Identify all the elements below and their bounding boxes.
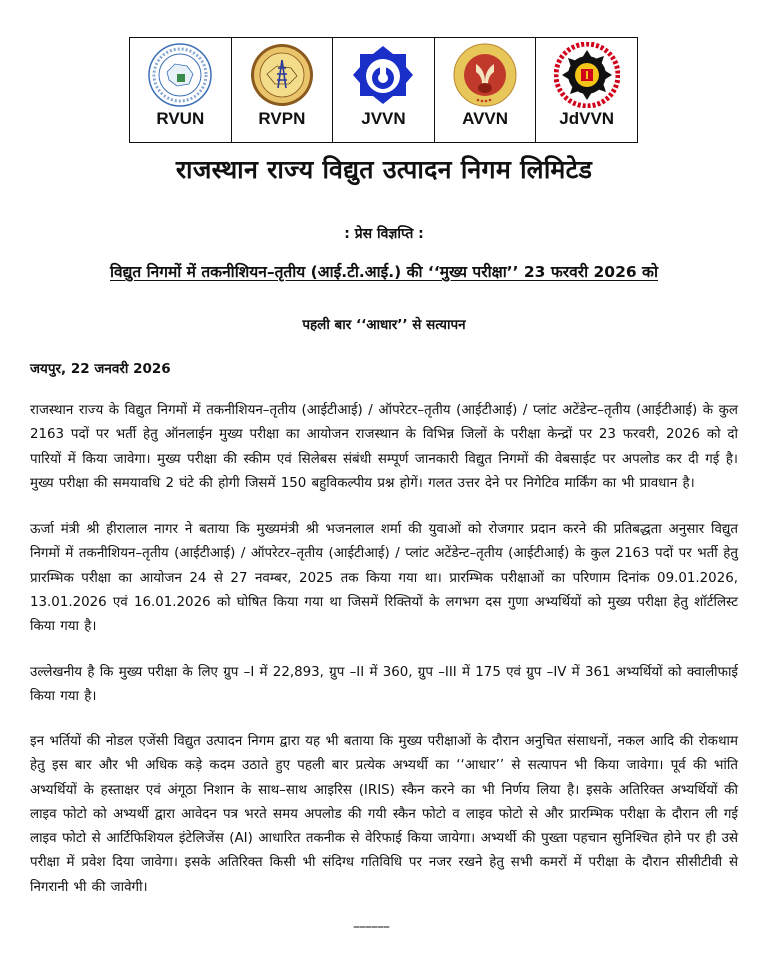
logo-rvun <box>130 38 232 142</box>
logo-label-rvun: RVUN <box>156 109 205 128</box>
organization-title: राजस्थान राज्य विद्युत उत्पादन निगम लिमिटेड <box>175 155 593 184</box>
logo-label-rvpn: RVPN <box>258 109 306 128</box>
end-mark: –––––– <box>353 919 389 935</box>
logo-label-jvvn: JVVN <box>361 109 406 128</box>
headline: विद्युत निगमों में तकनीशियन–तृतीय (आई.टी.आई.) की ‘‘मुख्य परीक्षा’’ 23 फरवरी 2026 को <box>110 263 658 281</box>
dateline: जयपुर, 22 जनवरी 2026 <box>30 361 171 377</box>
paragraph-1: राजस्थान राज्य के विद्युत निगमों में तकनीशियन–तृतीय (आईटीआई) / ऑपरेटर–तृतीय (आईटीआई) / प्लांट अटेंडेन्ट–तृतीय (आईटीआई) के कुल 2163 पदों पर भर्ती हेतु ऑनलाईन मुख्य परीक्षा का आयोजन राजस्थान के विभिन्न जिलों के परीक्षा केन्द्रों पर 23 फरवरी, 2026 को दो पारियों में किया जावेगा। मुख्य परीक्षा की स्कीम एवं सिलेबस संबंधी सम्पूर्ण जानकारी विद्युत निगमों की वेबसाईट पर अपलोड कर दी गई है। मुख्य परीक्षा की समयावधि 2 घंटे की होगी जिसमें 150 बहुविकल्पीय प्रश्न होगें। गलत उत्तर देने पर निगेटिव मार्किंग का भी प्रावधान है। <box>30 403 738 491</box>
paragraph-3: उल्लेखनीय है कि मुख्य परीक्षा के लिए ग्रुप –I में 22,893, ग्रुप –II में 360, ग्रुप –III में 175 एवं ग्रुप –IV में 361 अभ्यर्थियों को क्वालीफाई किया गया है। <box>30 665 738 705</box>
logo-strip <box>129 37 638 143</box>
jdvvn-gear-icon <box>554 42 620 108</box>
jvvn-emblem-icon <box>350 42 416 108</box>
paragraph-4: इन भर्तियों की नोडल एजेंसी विद्युत उत्पादन निगम द्वारा यह भी बताया कि मुख्य परीक्षाओं के दौरान अनुचित संसाधनों, नकल आदि की रोकथाम हेतु इस बार और भी अधिक कड़े कदम उठाते हुए पहली बार प्रत्येक अभ्यर्थी का ‘‘आधार’’ से सत्यापन भी किया जावेगा। पूर्व की भांति अभ्यर्थियों के हस्ताक्षर एवं अंगूठा निशान के साथ–साथ आइरिस (IRIS) स्कैन करने का भी निर्णय लिया है। इसके अतिरिक्त अभ्यर्थियों की लाइव फोटो को अभ्यर्थी द्वारा आवेदन पत्र भरते समय अपलोड की गयी स्कैन फोटो व लाइव फोटो से और प्रारम्भिक परीक्षा के दौरान ली गई लाइव फोटो से आर्टिफिशियल इंटेलिजेंस (AI) आधारित तकनीक से वेरिफाई किया जायेगा। अभ्यर्थी की पुख्ता पहचान सुनिश्चित होने पर ही उसे परीक्षा में प्रवेश दिया जावेगा। इसके अतिरिक्त किसी भी संदिग्ध गतिविधि पर नजर रखने हेतु सभी कमरों में परीक्षा के दौरान सीसीटीवी से निगरानी भी की जावेगी। <box>30 734 738 895</box>
rvpn-seal-icon <box>249 42 315 108</box>
logo-jdvvn <box>536 38 637 142</box>
logo-label-avvn: AVVN <box>462 109 509 128</box>
paragraph-2: ऊर्जा मंत्री श्री हीरालाल नागर ने बताया कि मुख्यमंत्री श्री भजनलाल शर्मा की युवाओं को रोजगार प्रदान करने की प्रतिबद्धता अनुसार विद्युत निगमों में तकनीशियन–तृतीय (आईटीआई) / ऑपरेटर–तृतीय (आईटीआई) / प्लांट अटेंडेन्ट–तृतीय (आईटीआई) के कुल 2163 पदों पर भर्ती हेतु प्रारम्भिक परीक्षा का आयोजन 24 से 27 नवम्बर, 2025 तक किया गया था। प्रारम्भिक परीक्षाओं का परिणाम दिनांक 09.01.2026, 13.01.2026 एवं 16.01.2026 को घोषित किया गया था जिसमें रिक्तियों के लगभग दस गुणा अभ्यर्थियों को मुख्य परीक्षा हेतु शॉर्टलिस्ट किया गया है। <box>30 522 738 635</box>
subheadline: पहली बार ‘‘आधार’’ से सत्यापन <box>302 317 466 333</box>
logo-label-jdvvn: JdVVN <box>559 109 615 128</box>
logo-jvvn <box>333 38 435 142</box>
press-release-label: : प्रेस विज्ञप्ति : <box>344 226 424 242</box>
logo-rvpn <box>232 38 334 142</box>
logo-avvn <box>435 38 537 142</box>
rvun-seal-icon <box>147 42 213 108</box>
avvn-seal-icon <box>452 42 518 108</box>
